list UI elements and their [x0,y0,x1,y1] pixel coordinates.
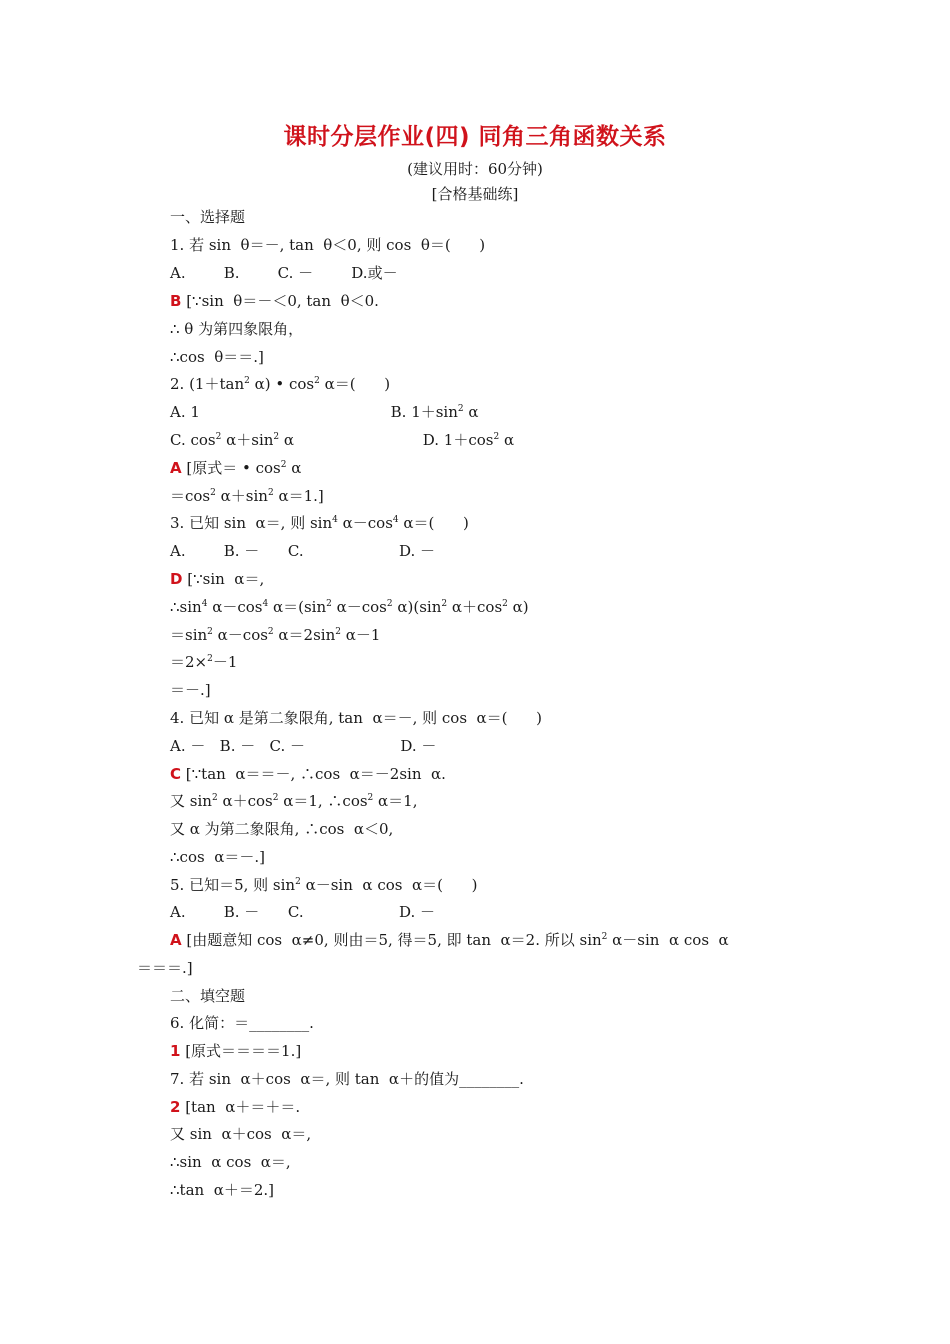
suggested-time: (建议用时：60分钟) [407,160,543,178]
text-line: C. $\cos^2 \alpha+\sin^2$ α D. $1+\cos^2$ α [170,431,515,449]
text-line: ∴sin α cos α＝, [170,1153,291,1171]
text-line: 6. 化简：＝________. [170,1014,314,1032]
text-line: 又 α 为第二象限角, ∴cos α＜0, [170,820,394,838]
text-line: D [∵sin α＝, [170,570,265,588]
text-line: A [由题意知 cos α≠0, 则由＝5, 得＝5, 即 tan α＝2. 所以 $\sin^2 \alpha-\sin$ α cos α [170,931,729,949]
page-title: 课时分层作业(四) 同角三角函数关系 [283,124,667,150]
text-line: ＝2×$^2$－1 [170,653,238,671]
text-line: A. － B. － C. － D. － [170,737,437,755]
text-line: ∴tan α＋＝2.] [170,1181,275,1199]
text-line: B [∵sin θ＝－＜0, tan θ＜0. [170,292,379,310]
text-line: 3. 已知 sin α＝, 则 $\sin^4 \alpha-\cos^4$ α＝( ) [170,514,469,532]
text-line: 4. 已知 α 是第二象限角, tan α＝－, 则 cos α＝( ) [170,709,542,727]
text-line: $=\sin^2$ $\alpha-\cos^2$ $\alpha=2\sin^2$ α－1 [170,626,381,644]
text-line: $\therefore\sin^4$ $\alpha-\cos^4$ $\alpha=(\sin^2$ $\alpha-\cos^2$ $\alpha)(\sin^2$ $\alpha+\cos^2$ α) [170,598,529,616]
text-line: 2. ($1+\tan^2$ α) • $\cos^2 \alpha=$( ) [170,375,391,393]
text-line: C [∵tan α＝＝－, ∴cos α＝－2sin α. [170,765,446,783]
text-line: 二、填空题 [170,987,246,1005]
text-line: 7. 若 sin α＋cos α＝, 则 tan α＋的值为________. [170,1070,524,1088]
text-line: ∴ θ 为第四象限角， [170,320,304,338]
text-line: $=\cos^2$ $\alpha+\sin^2$ α＝1.] [170,487,324,505]
text-line: ∴cos α＝－.] [170,848,265,866]
text-line: A. 1 B. $1+\sin^2$ α [170,403,479,421]
text-line: 5. 已知＝5, 则 $\sin^2 \alpha-\sin$ α cos α＝( ) [170,876,478,894]
text-line: A. B. － C. D. － [170,903,436,921]
text-line: 一、选择题 [170,208,246,226]
text-line: A [原式＝ • $\cos^2 \alpha$ [170,459,302,477]
text-line: ＝－.] [170,681,211,699]
text-line: ＝＝＝.] [137,959,193,977]
text-line: 1 [原式＝＝＝＝1.] [170,1042,302,1060]
text-line: 又 sin α＋cos α＝, [170,1125,312,1143]
text-line: A. B. － C. D. － [170,542,436,560]
section-label: [合格基础练] [431,185,519,203]
text-line: A. B. C. － D.或－ [170,264,398,282]
text-line: 1. 若 sin θ＝－, tan θ＜0, 则 cos θ＝( ) [170,236,486,254]
text-line: 2 [tan α＋＝＋＝. [170,1098,301,1116]
text-line: 又 $\sin^2 \alpha+\cos^2$ α＝1, $\therefore\cos^2$ α＝1, [170,792,418,810]
text-line: ∴cos θ＝＝.] [170,348,264,366]
